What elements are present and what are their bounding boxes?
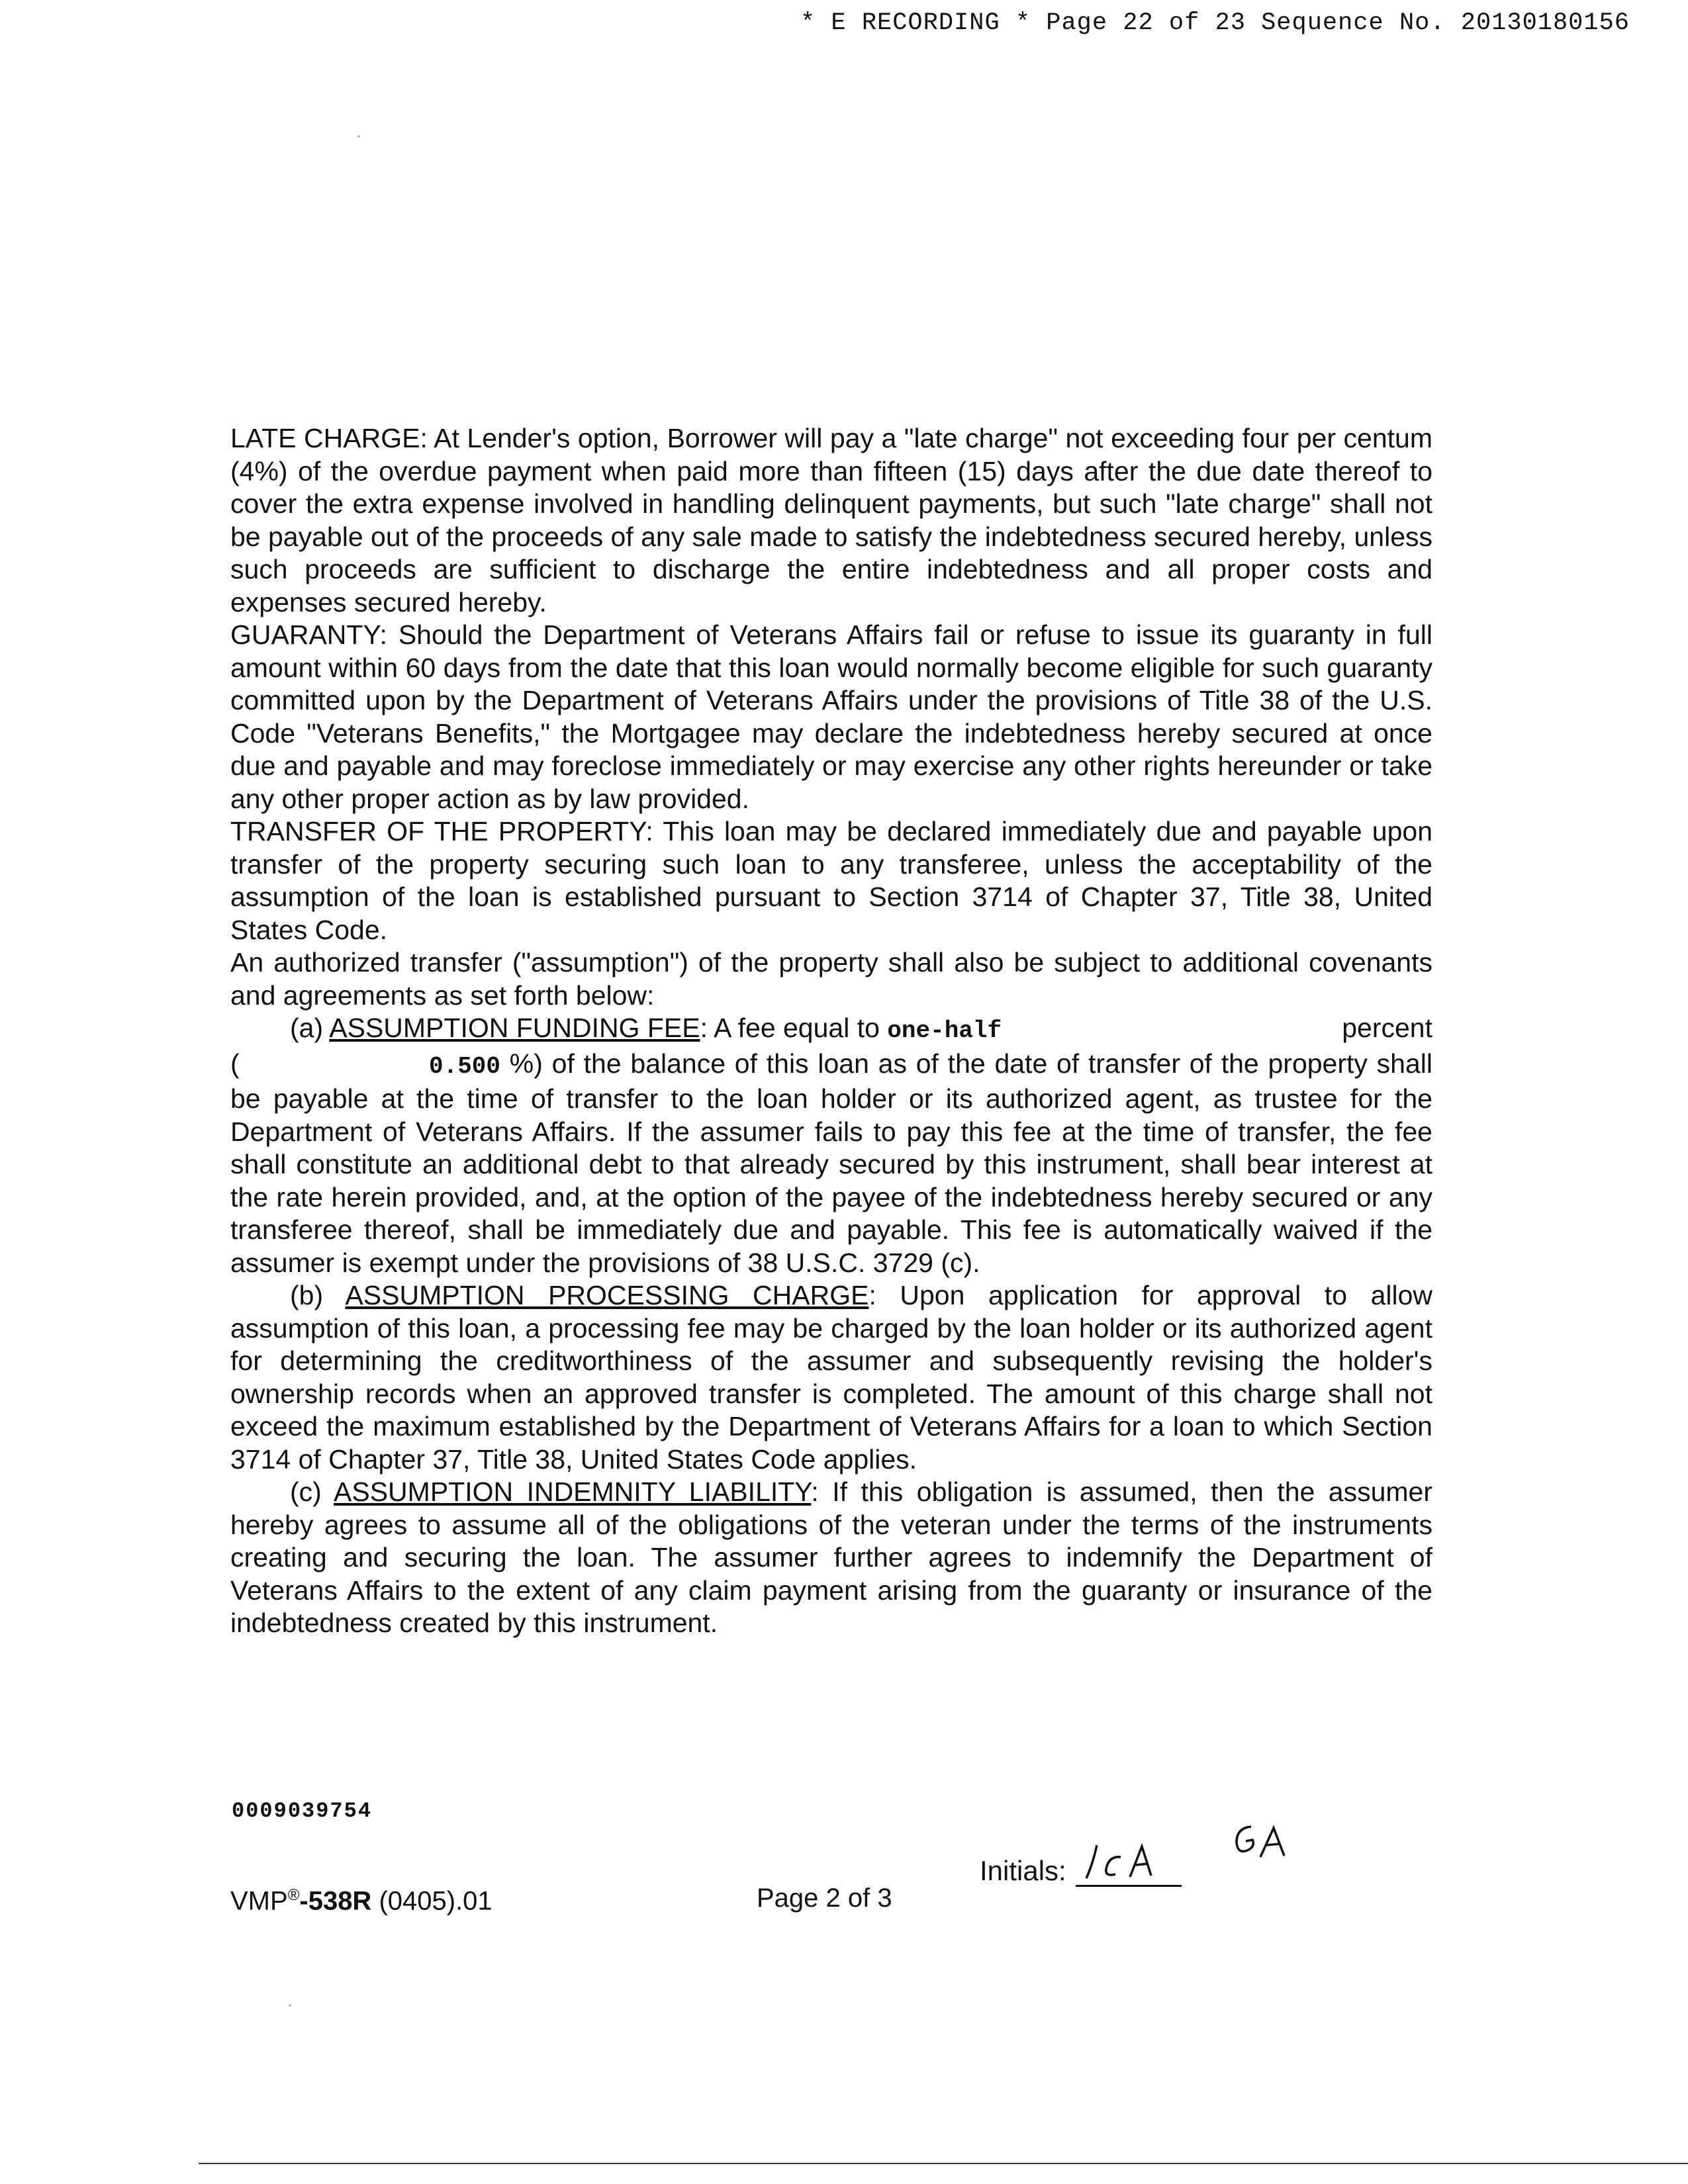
transfer-paragraph: TRANSFER OF THE PROPERTY: This loan may be declared immediately due and payable upon transfer of the property securing such loan to any transferee, unless the acceptability of the assumption of the loan is established pursuant to Section 3714 of Chapter 37, Title 38, United States Code. <box>230 816 1432 945</box>
funding-fee-rate: 0.500 <box>429 1052 501 1080</box>
document-body <box>230 422 1432 1640</box>
funding-fee-words: one-half <box>887 1017 1002 1044</box>
initials-lca-handwriting <box>1082 1837 1182 1884</box>
authorized-transfer-paragraph: An authorized transfer ("assumption") of the property shall also be subject to additional covenants and agreements as set forth below: <box>230 947 1432 1011</box>
processing-charge-paragraph: (b) ASSUMPTION PROCESSING CHARGE: Upon application for approval to allow assumption of this loan, a processing fee may be charged by the loan holder or its authorized agent for determining the creditworthiness of the assumer and subsequently revising the holder's ownership records when an approved transfer is completed. The amount of this charge shall not exceed the maximum established by the Department of Veterans Affairs for a loan to which Section 3714 of Chapter 37, Title 38, United States Code applies. <box>230 1280 1432 1475</box>
initials-block <box>980 1846 1182 1887</box>
recording-header: * E RECORDING * Page 22 of 23 Sequence No. 20130180156 <box>800 9 1630 37</box>
funding-fee-lead: (a) ASSUMPTION FUNDING FEE: A fee equal to one-half <box>290 1013 1002 1044</box>
indemnity-paragraph: (c) ASSUMPTION INDEMNITY LIABILITY: If this obligation is assumed, then the assumer hereby agrees to assume all of the obligations of the veteran under the terms of the instruments creating and securing the loan. The assumer further agrees to indemnify the Department of Veterans Affairs to the extent of any claim payment arising from the guaranty or insurance of the indebtedness created by this instrument. <box>230 1477 1432 1638</box>
percent-word: percent <box>1342 1013 1432 1043</box>
form-code: VMP®-538R (0405).01 <box>230 1886 492 1916</box>
initials-signature-line <box>1076 1846 1182 1887</box>
funding-fee-heading: ASSUMPTION FUNDING FEE <box>329 1013 700 1043</box>
bottom-rule <box>199 2163 1688 2164</box>
processing-charge-body: : Upon application for approval to allow assumption of this loan, a processing fee may be charged by the loan holder or its authorized agent for determining the creditworthiness of the assumer and subsequently revising the holder's ownership records when an approved transfer is completed. The amount of this charge shall not exceed the maximum established by the Department of Veterans Affairs for a loan to which Section 3714 of Chapter 37, Title 38, United States Code applies. <box>230 1280 1432 1475</box>
scan-speck <box>357 135 360 138</box>
guaranty-paragraph: GUARANTY: Should the Department of Veterans Affairs fail or refuse to issue its guaranty in full amount within 60 days from the date that this loan would normally become eligible for such guaranty committed upon by the Department of Veterans Affairs under the provisions of Title 38 of the U.S. Code "Veterans Benefits," the Mortgagee may declare the indebtedness hereby secured at once due and payable and may foreclose immediately or may exercise any other rights hereunder or take any other proper action as by law provided. <box>230 619 1432 814</box>
initials-label: Initials: <box>980 1855 1066 1886</box>
funding-fee-first-line <box>230 1012 1432 1048</box>
open-paren: ( <box>230 1048 240 1079</box>
page-number: Page 2 of 3 <box>757 1884 892 1913</box>
indemnity-body: : If this obligation is assumed, then the assumer hereby agrees to assume all of the obligations of the veteran under the terms of the instruments creating and securing the loan. The assumer further agrees to indemnify the Department of Veterans Affairs to the extent of any claim payment arising from the guaranty or insurance of the indebtedness created by this instrument. <box>230 1477 1432 1638</box>
indemnity-heading: ASSUMPTION INDEMNITY LIABILITY <box>334 1477 812 1507</box>
loan-number: 0009039754 <box>232 1799 373 1823</box>
late-charge-paragraph: LATE CHARGE: At Lender's option, Borrower will pay a "late charge" not exceeding four per centum (4%) of the overdue payment when paid more than fifteen (15) days after the due date thereof to cover the extra expense involved in handling delinquent payments, but such "late charge" shall not be payable out of the proceeds of any sale made to satisfy the indebtedness secured hereby, unless such proceeds are sufficient to discharge the entire indebtedness and all proper costs and expenses secured hereby. <box>230 423 1432 617</box>
scan-speck <box>289 2004 291 2007</box>
processing-charge-heading: ASSUMPTION PROCESSING CHARGE <box>345 1280 869 1310</box>
initials-ga-handwriting <box>1231 1823 1304 1869</box>
funding-fee-body: %) of the balance of this loan as of the date of transfer of the property shall be payable at the time of transfer to the loan holder or its authorized agent, as trustee for the Department of Veterans Affairs. If the assumer fails to pay this fee at the time of transfer, the fee shall constitute an additional debt to that already secured by this instrument, shall bear interest at the rate herein provided, and, at the option of the payee of the indebtedness hereby secured or any transferee thereof, shall be immediately due and payable. This fee is automatically waived if the assumer is exempt under the provisions of 38 U.S.C. 3729 (c). <box>230 1048 1432 1278</box>
funding-fee-paragraph <box>230 1048 1432 1280</box>
